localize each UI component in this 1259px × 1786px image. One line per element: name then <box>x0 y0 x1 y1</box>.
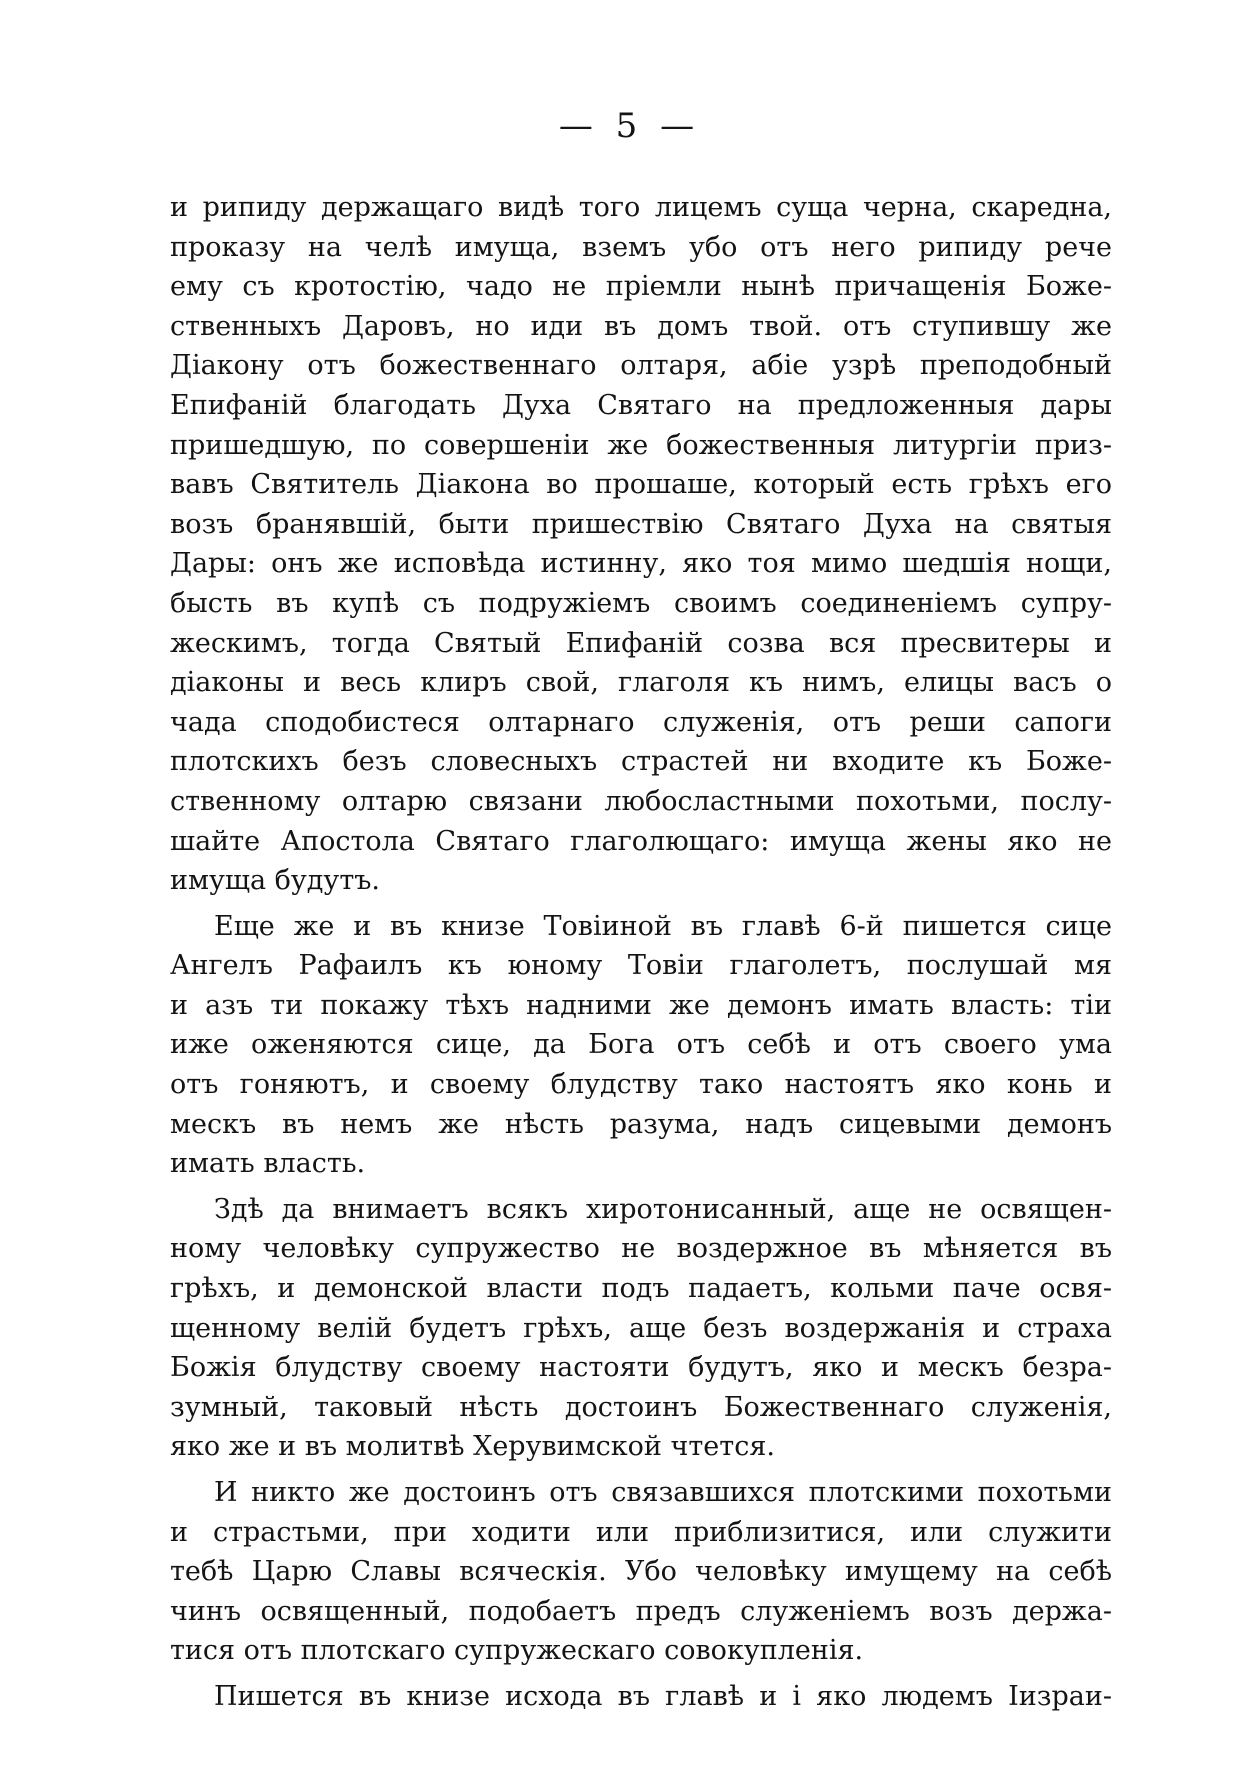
text-line: мескъ въ немъ же нѣсть разума, надъ сицевыми демонъ <box>170 1108 1112 1140</box>
text-line: ему съ кротостію, чадо не пріемли нынѣ причащенія Боже- <box>170 271 1112 303</box>
text-line: чинъ освященный, подобаетъ предъ служеніемъ возъ держа- <box>170 1595 1112 1627</box>
text-line: возъ бранявшій, быти пришествію Святаго Духа на святыя <box>170 508 1112 540</box>
text-line: діаконы и весь клиръ свой, глаголя къ нимъ, елицы васъ о <box>170 667 1112 699</box>
text-line: имать власть. <box>170 1148 366 1180</box>
text-line: шайте Апостола Святаго глаголющаго: имуща жены яко не <box>170 825 1112 857</box>
text-line: иже оженяются сице, да Бога отъ себѣ и отъ своего ума <box>170 1029 1112 1061</box>
text-line: плотскихъ безъ словесныхъ страстей ни входите къ Боже- <box>170 746 1112 778</box>
text-line: И никто же достоинъ отъ связавшихся плотскими похотьми <box>214 1477 1112 1508</box>
text-line: зумный, таковый нѣсть достоинъ Божественнаго служенія, <box>170 1391 1112 1423</box>
text-line: Дары: онъ же исповѣда истинну, яко тоя мимо шедшія нощи, <box>170 548 1112 580</box>
text-line: чада сподобистеся олтарнаго служенія, отъ реши сапоги <box>170 706 1112 738</box>
text-line: Ангелъ Рафаилъ къ юному Товіи глаголетъ, послушай мя <box>170 950 1112 982</box>
text-line: Діакону отъ божественнаго олтаря, абіе узрѣ преподобный <box>170 350 1112 382</box>
paragraph <box>170 1190 1112 1467</box>
paragraph <box>170 188 1112 901</box>
paragraph <box>170 907 1112 1184</box>
text-line: Здѣ да внимаетъ всякъ хиротонисанный, аще не освящен- <box>214 1193 1112 1225</box>
text-line: бысть въ купѣ съ подружіемъ своимъ соединеніемъ супру- <box>170 587 1112 619</box>
text-line: пришедшую, по совершеніи же божественныя литургіи приз- <box>170 429 1112 461</box>
paragraph <box>170 1677 1112 1717</box>
text-line: ственному олтарю связани любосластными похотьми, послу- <box>170 785 1112 817</box>
text-line: ственныхъ Даровъ, но иди въ домъ твой. отъ ступившу же <box>170 310 1112 342</box>
text-line: Еще же и въ книзе Товіиной въ главѣ 6-й пишется сице <box>214 910 1112 942</box>
body-text <box>170 188 1112 1723</box>
text-line: жескимъ, тогда Святый Епифаній созва вся пресвитеры и <box>170 627 1112 659</box>
text-line: Пишется въ книзе исхода въ главѣ и і яко людемъ Іизраи- <box>214 1680 1112 1712</box>
text-line: тися отъ плотскаго супружескаго совокупленія. <box>170 1635 864 1667</box>
text-line: тебѣ Царю Славы всяческія. Убо человѣку имущему на себѣ <box>170 1556 1112 1588</box>
text-line: Епифаній благодать Духа Святаго на предложенныя дары <box>170 389 1112 421</box>
text-line: проказу на челѣ имуща, вземъ убо отъ него рипиду рече <box>170 231 1112 263</box>
text-line: и азъ ти покажу тѣхъ надними же демонъ имать власть: тіи <box>170 989 1112 1021</box>
text-line: Божія блудству своему настояти будутъ, яко и мескъ безра- <box>170 1352 1112 1384</box>
text-line: и рипиду держащаго видѣ того лицемъ суща черна, скаредна, <box>170 192 1112 223</box>
page-number: — 5 — <box>558 106 701 146</box>
text-line: яко же и въ молитвѣ Херувимской чтется. <box>170 1431 775 1463</box>
text-line: щенному велій будетъ грѣхъ, аще безъ воздержанія и страха <box>170 1312 1112 1344</box>
paragraph <box>170 1473 1112 1671</box>
text-line: грѣхъ, и демонской власти подъ падаетъ, кольми паче освя- <box>170 1273 1112 1305</box>
text-line: и страстьми, при ходити или приблизитися, или служити <box>170 1516 1112 1548</box>
text-line: отъ гоняютъ, и своему блудству тако настоятъ яко конь и <box>170 1069 1112 1101</box>
text-line: вавъ Святитель Діакона во прошаше, который есть грѣхъ его <box>170 469 1112 501</box>
text-line: имуща будутъ. <box>170 865 381 897</box>
text-line: ному человѣку супружество не воздержное въ мѣняется въ <box>170 1233 1112 1265</box>
